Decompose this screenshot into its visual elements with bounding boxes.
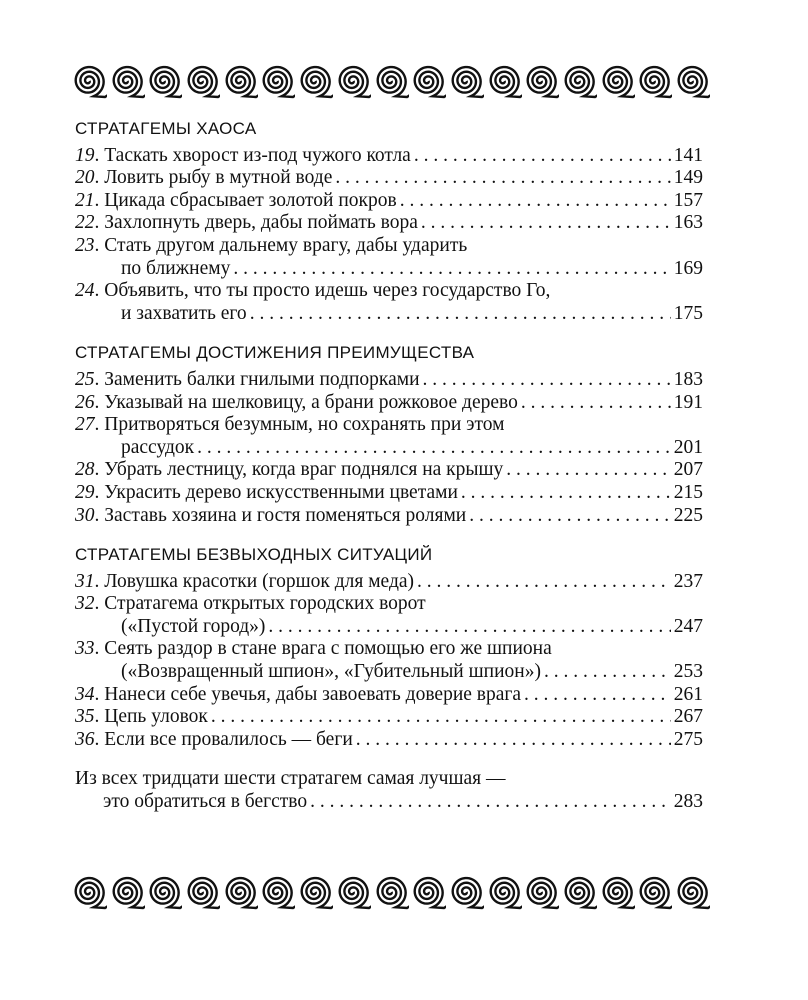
entry-page-number[interactable]: 253 <box>673 661 703 683</box>
spiral-icon <box>70 868 107 918</box>
entry-number-dot: . <box>94 504 105 526</box>
section-heading: СТРАТАГЕМЫ ХАОСА <box>75 119 257 138</box>
toc-section <box>75 544 703 751</box>
entry-number-dot: . <box>94 683 105 705</box>
toc-entry[interactable] <box>75 729 703 752</box>
entry-number: 35 <box>75 706 95 728</box>
dot-leader <box>506 459 670 482</box>
spiral-icon <box>258 57 295 107</box>
entry-number-dot: . <box>94 234 105 256</box>
spiral-icon <box>673 57 710 107</box>
entry-page-number[interactable]: 207 <box>673 459 703 481</box>
entry-number: 28 <box>75 459 95 481</box>
entry-title: Таскать хворост из-под чужого котла <box>104 144 411 166</box>
entry-line <box>75 571 703 594</box>
entry-number: 27 <box>75 414 95 436</box>
dot-leader <box>421 212 671 235</box>
entry-number: 32 <box>75 593 95 615</box>
toc-entry[interactable] <box>75 167 703 190</box>
entry-page-number[interactable]: 157 <box>673 189 703 211</box>
entry-page-number[interactable]: 169 <box>673 257 703 279</box>
entry-line <box>75 235 703 258</box>
entry-line <box>75 505 703 528</box>
entry-title: Стратагема открытых городских ворот <box>104 593 426 615</box>
entry-page-number[interactable]: 175 <box>673 302 703 324</box>
toc-section <box>75 342 703 527</box>
entry-line <box>75 303 703 326</box>
spiral-icon <box>296 868 333 918</box>
entry-number-dot: . <box>94 144 105 166</box>
entry-line <box>75 706 703 729</box>
entry-title: Ловить рыбу в мутной воде <box>104 167 333 189</box>
toc-entry[interactable] <box>75 638 703 683</box>
entry-title: Стать другом дальнему врагу, дабы ударить <box>104 234 468 256</box>
toc-entry[interactable] <box>75 235 703 280</box>
spiral-icon <box>221 868 258 918</box>
entry-page-number[interactable]: 225 <box>673 504 703 526</box>
spiral-ornament-bottom <box>70 868 710 918</box>
entry-title: Захлопнуть дверь, дабы поймать вора <box>104 212 418 234</box>
final-entry[interactable] <box>75 768 703 813</box>
entry-title: и захватить его <box>121 302 247 324</box>
entry-number: 21 <box>75 189 95 211</box>
entry-number: 26 <box>75 391 95 413</box>
dot-leader <box>524 684 671 707</box>
entry-number: 22 <box>75 212 95 234</box>
dot-leader <box>544 661 671 684</box>
toc-entry[interactable] <box>75 280 703 325</box>
spiral-icon <box>485 868 522 918</box>
entry-line <box>75 280 703 303</box>
entry-number: 19 <box>75 144 95 166</box>
entry-number-dot: . <box>94 280 105 302</box>
entry-number-dot: . <box>94 706 105 728</box>
entry-number-dot: . <box>94 368 105 390</box>
dot-leader <box>414 145 671 168</box>
spiral-icon <box>522 868 559 918</box>
toc-entry[interactable] <box>75 145 703 168</box>
entry-number-dot: . <box>94 167 105 189</box>
spiral-icon <box>447 868 484 918</box>
entry-number: 34 <box>75 683 95 705</box>
spiral-icon <box>560 57 597 107</box>
toc-entry[interactable] <box>75 505 703 528</box>
entry-page-number[interactable]: 141 <box>673 144 703 166</box>
entry-page-number[interactable]: 247 <box>673 615 703 637</box>
entry-title: Указывай на шелковицу, а брани рожковое дерево <box>104 391 518 413</box>
dot-leader <box>469 505 671 528</box>
toc-entry[interactable] <box>75 684 703 707</box>
entry-number: 36 <box>75 728 95 750</box>
entry-title: («Возвращенный шпион», «Губительный шпион») <box>121 661 541 683</box>
dot-leader <box>250 303 671 326</box>
toc-entry[interactable] <box>75 571 703 594</box>
entry-page-number[interactable]: 149 <box>673 167 703 189</box>
entry-number-dot: . <box>94 189 105 211</box>
section-heading: СТРАТАГЕМЫ БЕЗВЫХОДНЫХ СИТУАЦИЙ <box>75 545 433 565</box>
spiral-icon <box>183 868 220 918</box>
entry-number: 30 <box>75 504 95 526</box>
entry-number: 20 <box>75 167 95 189</box>
entry-line <box>75 414 703 437</box>
spiral-ornament-top <box>70 57 710 107</box>
entry-line <box>75 593 703 616</box>
entry-page-number[interactable]: 275 <box>673 728 703 750</box>
spiral-icon <box>598 57 635 107</box>
toc-entry[interactable] <box>75 392 703 415</box>
toc-entry[interactable] <box>75 706 703 729</box>
entry-number: 31 <box>75 570 95 592</box>
entry-number-dot: . <box>94 570 105 592</box>
entry-page-number[interactable]: 191 <box>673 391 703 413</box>
spiral-icon <box>183 57 220 107</box>
spiral-icon <box>409 868 446 918</box>
entry-line <box>75 437 703 460</box>
entry-title: («Пустой город») <box>121 615 266 637</box>
dot-leader <box>356 729 671 752</box>
spiral-icon <box>334 57 371 107</box>
entry-page-number[interactable]: 267 <box>673 706 703 728</box>
entry-page-number[interactable]: 237 <box>673 570 703 592</box>
dot-leader <box>461 482 671 505</box>
entry-title: Нанеси себе увечья, дабы завоевать доверие врага <box>104 683 522 705</box>
spiral-icon <box>296 57 333 107</box>
spiral-icon <box>372 868 409 918</box>
entry-title: Притворяться безумным, но сохранять при этом <box>104 414 505 436</box>
entry-title: Заменить балки гнилыми подпорками <box>104 368 420 390</box>
entry-line <box>75 258 703 281</box>
spiral-icon <box>258 868 295 918</box>
spiral-icon <box>598 868 635 918</box>
entry-line <box>75 684 703 707</box>
entry-title: Украсить дерево искусственными цветами <box>104 481 458 503</box>
dot-leader <box>423 369 671 392</box>
entry-title: Сеять раздор в стане врага с помощью его же шпиона <box>104 638 552 660</box>
entry-number-dot: . <box>94 481 105 503</box>
spiral-icon <box>221 57 258 107</box>
entry-page-number[interactable]: 201 <box>673 436 703 458</box>
entry-number-dot: . <box>94 391 105 413</box>
dot-leader <box>233 258 670 281</box>
toc-entry[interactable] <box>75 593 703 638</box>
entry-line <box>75 729 703 752</box>
dot-leader <box>335 167 670 190</box>
entry-number: 29 <box>75 481 95 503</box>
entry-line <box>75 661 703 684</box>
spiral-icon <box>108 57 145 107</box>
entry-line <box>75 212 703 235</box>
entry-number-dot: . <box>94 459 105 481</box>
entry-line <box>75 392 703 415</box>
entry-line <box>75 638 703 661</box>
entry-title: это обратиться в бегство <box>103 791 308 813</box>
toc-entry[interactable] <box>75 459 703 482</box>
entry-title: Из всех тридцати шести стратагем самая лучшая — <box>75 768 506 790</box>
entry-line <box>75 167 703 190</box>
spiral-icon <box>145 57 182 107</box>
entry-number-dot: . <box>94 593 105 615</box>
entry-line <box>75 616 703 639</box>
entry-page-number[interactable]: 283 <box>673 791 703 813</box>
entry-line <box>75 791 703 814</box>
entry-number: 33 <box>75 638 95 660</box>
toc-section <box>75 118 703 325</box>
spiral-icon <box>70 57 107 107</box>
entry-line <box>75 459 703 482</box>
dot-leader <box>521 392 671 415</box>
spiral-icon <box>334 868 371 918</box>
entry-title: Ловушка красотки (горшок для меда) <box>104 570 415 592</box>
spiral-icon <box>108 868 145 918</box>
section-heading: СТРАТАГЕМЫ ДОСТИЖЕНИЯ ПРЕИМУЩЕСТВА <box>75 343 475 363</box>
spiral-icon <box>635 57 672 107</box>
table-of-contents <box>75 118 703 831</box>
dot-leader <box>310 791 671 814</box>
entry-number: 25 <box>75 368 95 390</box>
toc-entry[interactable] <box>75 190 703 213</box>
dot-leader <box>211 706 671 729</box>
entry-title: Цепь уловок <box>104 706 208 728</box>
entry-page-number[interactable]: 163 <box>673 212 703 234</box>
entry-line <box>75 145 703 168</box>
spiral-icon <box>522 57 559 107</box>
dot-leader <box>268 616 670 639</box>
entry-title: по ближнему <box>121 257 231 279</box>
toc-entry[interactable] <box>75 212 703 235</box>
spiral-icon <box>372 57 409 107</box>
entry-line <box>75 482 703 505</box>
entry-number: 23 <box>75 234 95 256</box>
entry-title: Цикада сбрасывает золотой покров <box>104 189 397 211</box>
dot-leader <box>197 437 671 460</box>
entry-title: Убрать лестницу, когда враг поднялся на крышу <box>104 459 504 481</box>
entry-page-number[interactable]: 261 <box>673 683 703 705</box>
spiral-icon <box>560 868 597 918</box>
entry-title: рассудок <box>121 436 195 458</box>
entry-line <box>75 768 703 791</box>
spiral-icon <box>145 868 182 918</box>
entry-number: 24 <box>75 280 95 302</box>
entry-number-dot: . <box>94 728 105 750</box>
entry-title: Объявить, что ты просто идешь через государство Го, <box>104 280 551 302</box>
entry-number-dot: . <box>94 414 105 436</box>
dot-leader <box>400 190 671 213</box>
entry-title: Если все провалилось — беги <box>104 728 353 750</box>
entry-page-number[interactable]: 215 <box>673 481 703 503</box>
spiral-icon <box>409 57 446 107</box>
entry-number-dot: . <box>94 212 105 234</box>
entry-page-number[interactable]: 183 <box>673 368 703 390</box>
entry-line <box>75 369 703 392</box>
toc-entry[interactable] <box>75 482 703 505</box>
spiral-icon <box>673 868 710 918</box>
dot-leader <box>417 571 671 594</box>
toc-entry[interactable] <box>75 414 703 459</box>
spiral-icon <box>635 868 672 918</box>
spiral-icon <box>447 57 484 107</box>
entry-title: Заставь хозяина и гостя поменяться ролями <box>104 504 467 526</box>
entry-number-dot: . <box>94 638 105 660</box>
entry-line <box>75 190 703 213</box>
spiral-icon <box>485 57 522 107</box>
toc-entry[interactable] <box>75 369 703 392</box>
